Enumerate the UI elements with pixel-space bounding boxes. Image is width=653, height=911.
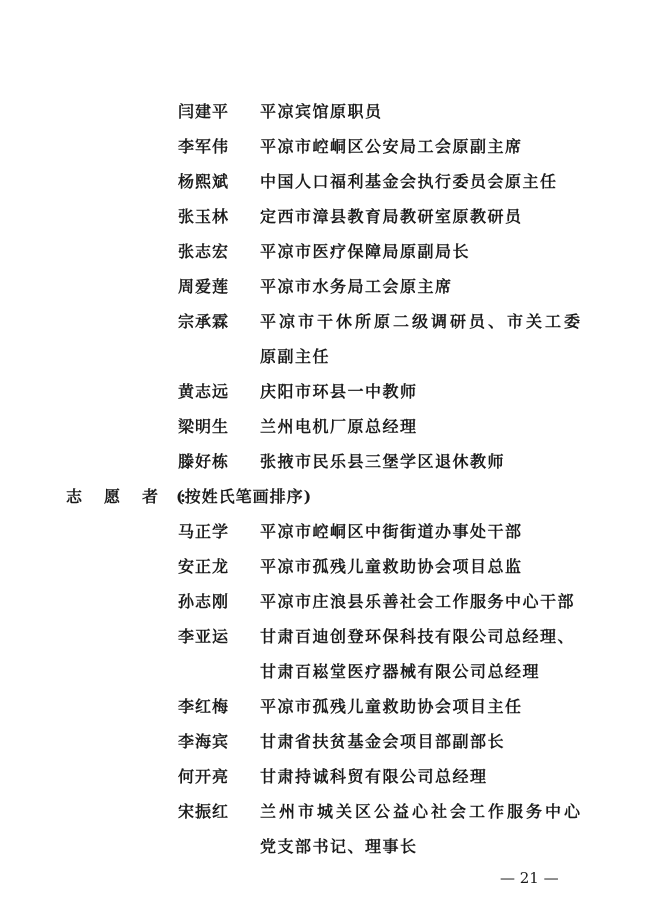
member-row [0, 98, 653, 126]
member-title: 平凉市医疗保障局原副局长 [260, 242, 471, 261]
volunteer-title-continued: 甘肃百崧堂医疗器械有限公司总经理 [260, 662, 541, 681]
volunteer-title: 甘肃百迪创登环保科技有限公司总经理、 [260, 627, 576, 646]
member-row [0, 378, 653, 406]
member-row [0, 203, 653, 231]
member-name: 闫建平 [178, 102, 230, 121]
member-row [0, 308, 653, 336]
member-title: 张掖市民乐县三堡学区退休教师 [260, 452, 506, 471]
member-title: 定西市漳县教育局教研室原教研员 [260, 207, 523, 226]
volunteer-title: 甘肃省扶贫基金会项目部副部长 [260, 732, 506, 751]
member-name: 周爱莲 [178, 277, 230, 296]
member-title: 平凉市水务局工会原主席 [260, 277, 453, 296]
volunteer-row [0, 623, 653, 651]
volunteer-row-continued [0, 658, 653, 686]
volunteer-title: 平凉市孤残儿童救助协会项目总监 [260, 557, 523, 576]
volunteer-title: 平凉市孤残儿童救助协会项目主任 [260, 697, 523, 716]
member-title: 中国人口福利基金会执行委员会原主任 [260, 172, 558, 191]
member-row [0, 133, 653, 161]
volunteer-title: 兰州市城关区公益心社会工作服务中心 [260, 802, 584, 821]
member-title: 庆阳市环县一中教师 [260, 382, 418, 401]
member-name: 李军伟 [178, 137, 230, 156]
volunteer-name: 李海宾 [178, 732, 230, 751]
member-row [0, 413, 653, 441]
member-title-continued: 原副主任 [260, 347, 331, 366]
section-note: (按姓氏笔画排序) [176, 487, 313, 506]
volunteer-name: 何开亮 [178, 767, 230, 786]
member-name: 黄志远 [178, 382, 230, 401]
section-label: 志愿者: [66, 487, 208, 506]
member-row-continued [0, 343, 653, 371]
member-row [0, 168, 653, 196]
volunteer-name: 马正学 [178, 522, 230, 541]
volunteer-row [0, 553, 653, 581]
page-number: — 21 — [500, 869, 559, 887]
volunteer-title: 平凉市庄浪县乐善社会工作服务中心干部 [260, 592, 576, 611]
member-name: 梁明生 [178, 417, 230, 436]
member-title: 平凉宾馆原职员 [260, 102, 383, 121]
volunteer-row [0, 798, 653, 826]
volunteer-name: 宋振红 [178, 802, 230, 821]
volunteer-name: 安正龙 [178, 557, 230, 576]
member-name: 张玉林 [178, 207, 230, 226]
member-title: 平凉市干休所原二级调研员、市关工委 [260, 312, 584, 331]
volunteer-title-continued: 党支部书记、理事长 [260, 837, 418, 856]
member-name: 杨熙斌 [178, 172, 230, 191]
member-name: 滕好栋 [178, 452, 230, 471]
volunteer-row [0, 728, 653, 756]
volunteer-name: 孙志刚 [178, 592, 230, 611]
volunteer-row-continued [0, 833, 653, 861]
volunteers-heading [0, 483, 653, 511]
volunteer-row [0, 763, 653, 791]
member-title: 平凉市崆峒区公安局工会原副主席 [260, 137, 523, 156]
member-title: 兰州电机厂原总经理 [260, 417, 418, 436]
member-name: 张志宏 [178, 242, 230, 261]
member-row [0, 238, 653, 266]
member-name: 宗承霖 [178, 312, 230, 331]
volunteer-row [0, 693, 653, 721]
volunteer-name: 李亚运 [178, 627, 230, 646]
volunteer-row [0, 588, 653, 616]
member-row [0, 273, 653, 301]
member-row [0, 448, 653, 476]
volunteer-title: 甘肃持诚科贸有限公司总经理 [260, 767, 488, 786]
volunteer-name: 李红梅 [178, 697, 230, 716]
volunteer-title: 平凉市崆峒区中街街道办事处干部 [260, 522, 523, 541]
volunteer-row [0, 518, 653, 546]
